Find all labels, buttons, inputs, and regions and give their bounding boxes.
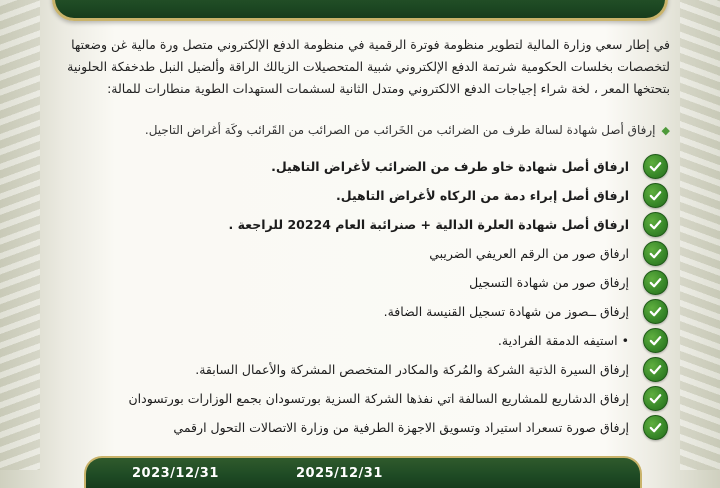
check-circle-icon [643,183,668,208]
intro-line-2: لتخصصات بخلسات الحكومية شرتمة الدفع الإلكتروني شبية المتحصيلات الزيالك الراقة وألضيل النبل طدخفكة الحلونية [67,59,670,74]
requirements-list [60,152,668,442]
check-circle-icon [643,299,668,324]
bottom-banner [84,456,642,488]
left-decorative-border [0,0,40,470]
list-item-text: ارفاق أصل شهادة خاو طرف من الضرائب لأغراض التاهيل. [271,159,629,174]
check-circle-icon [643,154,668,179]
list-item-text: ارفاق أصل إبراء دمة من الركاه لأغراض التاهيل. [336,188,629,203]
right-decorative-border [680,0,720,470]
intro-bullet [60,118,670,142]
list-item-text: • استيفه الدمقة الفرادية. [498,333,629,348]
intro-paragraph [50,34,670,100]
check-circle-icon [643,270,668,295]
footer-date-left: 2023/12/31 [132,466,219,481]
list-item [60,210,668,239]
check-circle-icon [643,357,668,382]
check-circle-icon [643,386,668,411]
list-item-text: إرفاق الدشاريع للمشاريع السالفة اتي نفذها الشركة السزية بورتسودان بجمع الوزارات بورتسودان [128,391,629,406]
top-banner [52,0,668,21]
diamond-bullet-icon: ◆ [661,123,670,137]
list-item [60,239,668,268]
list-item [60,152,668,181]
list-item [60,355,668,384]
list-item-text: إرفاق صورة تسعراد استيراد وتسويق الاجهزة الطرفية من وزارة الاتصالات التحول ارقمي [173,420,629,435]
list-item-text: إرفاق صور من شهادة التسجيل [469,275,629,290]
list-item-text: إرفاق ــصوز من شهادة تسجيل القنيسة الضافة. [383,304,629,319]
check-circle-icon [643,212,668,237]
list-item [60,268,668,297]
list-item-text: ارفاق صور من الرقم العريفي الضريبي [429,246,629,261]
intro-bullet-text: إرفاق أصل شهادة لسالة طرف من الضرائب من الخَرائب من الصرائب من القَرائب وكَة أغراض التاجيل. [144,123,656,137]
intro-line-3: بتحتخها المعر ، لخة شراء إجياجات الدفع الالكتروني ومتدل الثانية لسشمات الستهدات الطوية منطارات للمالة: [107,81,670,96]
check-circle-icon [643,241,668,266]
list-item-text: ارفاق أصل شهادة العلرة الدالية + صنرائبة العام 20224 للراجعة . [228,217,629,232]
footer-date-right: 2025/12/31 [296,466,383,481]
check-circle-icon [643,415,668,440]
list-item [60,297,668,326]
intro-line-1: في إطار سعي وزارة المالية لتطوير منظومة فوترة الرقمية في منظومة الدفع الإلكتروني متصل ورة مالية غن وضعتها [71,37,670,52]
list-item-text: إرفاق السيرة الذتية الشركة والمُركة والمكادر المتخصص المشركة والأعمال السابقة. [195,362,629,377]
check-circle-icon [643,328,668,353]
list-item [60,326,668,355]
list-item [60,384,668,413]
list-item [60,181,668,210]
list-item [60,413,668,442]
